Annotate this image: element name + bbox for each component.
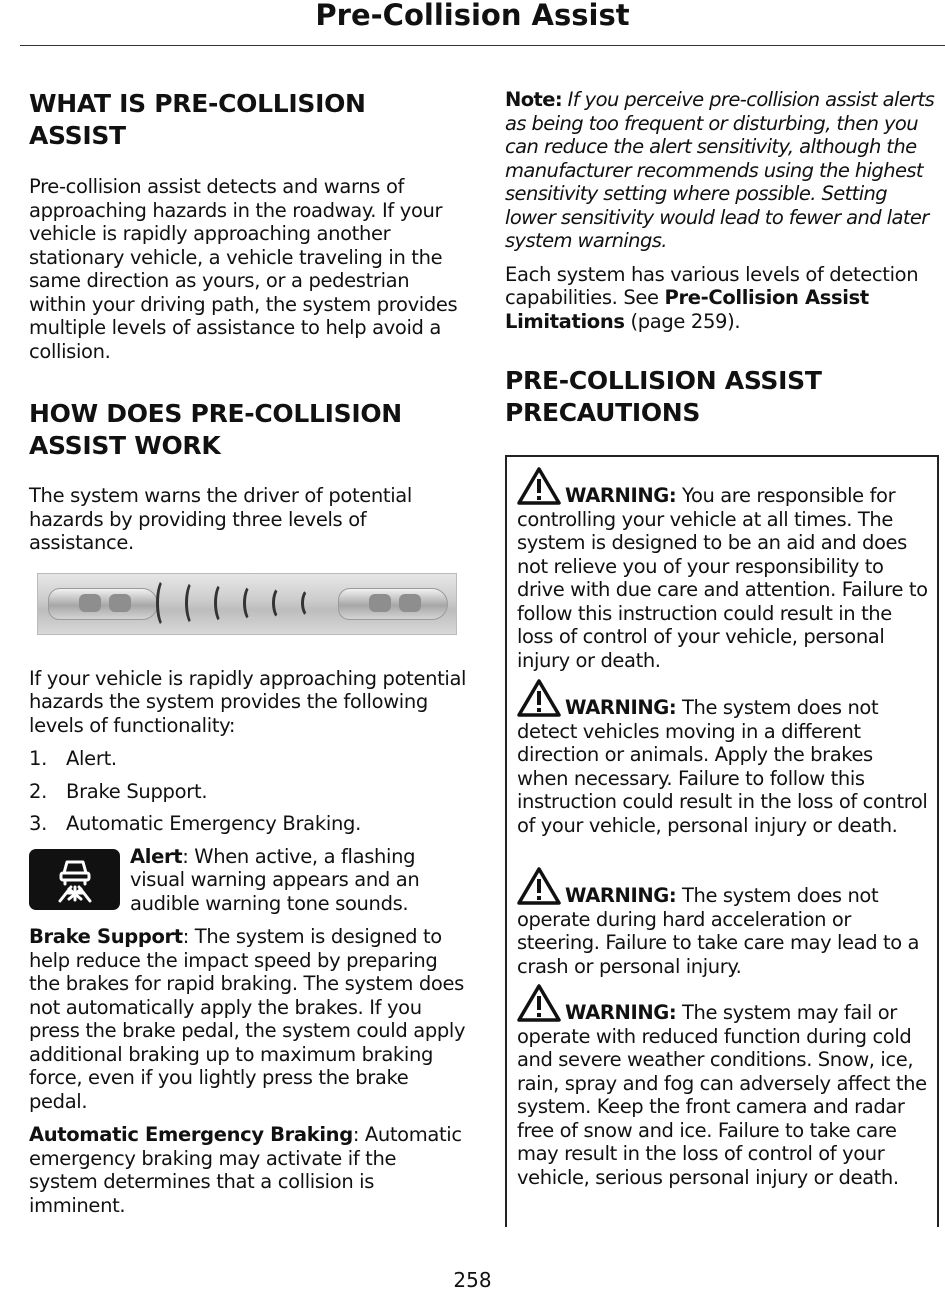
note-text: If you perceive pre-collision assist alerts as being too frequent or disturbing, then you can reduce the alert sensitivity, although the manufacturer recommends using the highest sensitivity setting where possible. Setting lower sensitivity would lead to fewer and later system warnings. (505, 88, 935, 252)
vehicle-approach-illustration (37, 573, 457, 635)
list-item-number: 3. (29, 812, 48, 835)
warning-text: The system does not detect vehicles moving in a different direction or animals. Apply the brakes when necessary. Failure to follow this instruction could result in the loss of control of your vehicle, personal injury or death. (517, 696, 928, 837)
warning-label: WARNING: (565, 884, 677, 907)
paragraph-how-does: The system warns the driver of potential hazards by providing three levels of assistance. (29, 484, 412, 554)
warning-triangle-icon (517, 679, 561, 717)
note-label: Note: (505, 88, 563, 111)
warning-label: WARNING: (565, 696, 677, 719)
list-item-text: Automatic Emergency Braking. (66, 812, 361, 835)
alert-description (29, 845, 467, 916)
warning-1 (517, 467, 929, 672)
warning-triangle-icon (517, 467, 561, 505)
list-item (29, 812, 467, 836)
limitations-link[interactable]: Pre-Collision Assist Limitations (505, 286, 869, 333)
alert-paragraph (130, 845, 467, 916)
aeb-text: : Automatic emergency braking may activate if the system determines that a collision is imminent. (29, 1123, 462, 1217)
warning-text: The system may fail or operate with reduced function during cold and severe weather conditions. Snow, ice, rain, spray and fog can adversely affect the system. Keep the front camera and radar free of snow and ice. Failure to take care may result in the loss of control of your vehicle, serious personal injury or death. (517, 1001, 927, 1189)
levels-list (29, 747, 467, 836)
paragraph-what-is: Pre-collision assist detects and warns of approaching hazards in the roadway. If your vehicle is rapidly approaching another stationary vehicle, a vehicle traveling in the same direction as yours, or a pedestrian within your driving path, the system provides multiple levels of assistance to help avoid a collision. (29, 175, 458, 363)
warning-label: WARNING: (565, 484, 677, 507)
limitations-page-ref: (page 259). (624, 309, 741, 333)
heading-precautions: PRE-COLLISION ASSIST PRECAUTIONS (505, 366, 822, 427)
warning-4 (517, 984, 929, 1189)
warning-2 (517, 679, 929, 837)
aeb-paragraph (29, 1123, 467, 1217)
aeb-term: Automatic Emergency Braking (29, 1123, 353, 1146)
warning-text: You are responsible for controlling your vehicle at all times. The system is designed to be an aid and does not relieve you of your responsibility to drive with due care and attention. Failure to follow this instruction could result in the loss of control of your vehicle, personal injury or death. (517, 484, 928, 672)
radar-waves-icon (156, 580, 318, 626)
warning-triangle-icon (517, 867, 561, 905)
brake-support-term: Brake Support (29, 925, 183, 948)
paragraph-levels: If your vehicle is rapidly approaching potential hazards the system provides the following levels of functionality: (29, 666, 467, 737)
limitations-text: Each system has various levels of detection capabilities. See (505, 262, 919, 309)
warning-3 (517, 867, 929, 978)
left-column (29, 88, 467, 1217)
alert-text: : When active, a flashing visual warning appears and an audible warning tone sounds. (130, 844, 420, 915)
heading-how-does: HOW DOES PRE-COLLISION ASSIST WORK (29, 399, 402, 460)
list-item-text: Alert. (66, 747, 117, 770)
pre-collision-alert-icon (29, 849, 120, 910)
list-item-text: Brake Support. (66, 779, 208, 803)
alert-term: Alert (130, 844, 183, 868)
right-column (505, 88, 935, 429)
list-item (29, 747, 467, 771)
note-paragraph (505, 88, 935, 253)
header-rule (20, 45, 945, 46)
brake-support-paragraph (29, 925, 467, 1113)
host-vehicle-image (48, 588, 158, 620)
limitations-paragraph (505, 263, 935, 334)
warnings-box (505, 455, 939, 1227)
page-header-title: Pre-Collision Assist (315, 0, 630, 32)
list-item (29, 780, 467, 804)
warning-text: The system does not operate during hard acceleration or steering. Failure to take care may lead to a crash or personal injury. (517, 884, 920, 978)
page-number: 258 (453, 1268, 492, 1292)
brake-support-text: : The system is designed to help reduce the impact speed by preparing the brakes for rapid braking. The system does not automatically apply the brakes. If you press the brake pedal, the system could apply additional braking up to maximum braking force, even if you lightly press the brake pedal. (29, 925, 466, 1113)
target-vehicle-image (338, 588, 448, 620)
warning-triangle-icon (517, 984, 561, 1022)
warning-label: WARNING: (565, 1001, 677, 1024)
list-item-number: 1. (29, 747, 48, 770)
list-item-number: 2. (29, 779, 48, 803)
heading-what-is: WHAT IS PRE-COLLISION ASSIST (29, 89, 366, 150)
